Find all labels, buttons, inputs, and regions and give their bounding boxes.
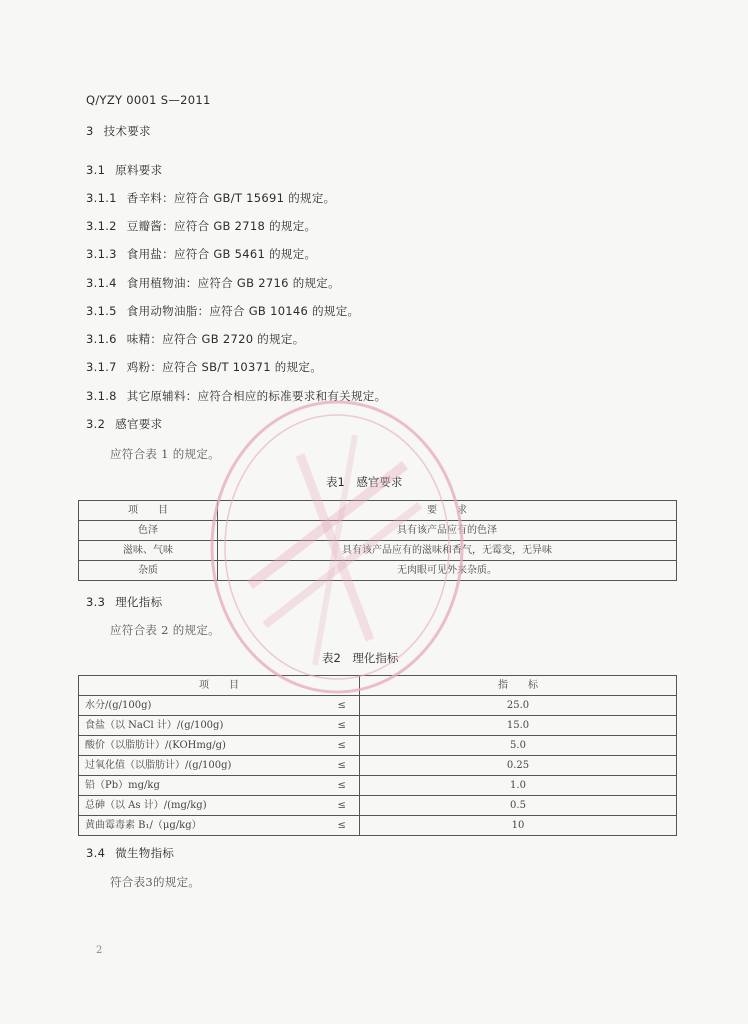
table-row xyxy=(79,756,677,776)
row-value: 1.0 xyxy=(360,776,677,796)
section-number: 3.1 xyxy=(86,163,106,177)
section-3-1-2 xyxy=(86,218,316,234)
section-title: 香辛料：应符合 GB/T 15691 的规定。 xyxy=(126,191,336,205)
row-value: 10 xyxy=(360,816,677,836)
row-item: 色泽 xyxy=(79,521,218,541)
table-row xyxy=(79,696,677,716)
section-number: 3.1.8 xyxy=(86,389,117,403)
row-item: 滋味、气味 xyxy=(79,541,218,561)
row-item: 杂质 xyxy=(79,561,218,581)
table-row xyxy=(79,716,677,736)
row-operator: ≤ xyxy=(325,696,360,716)
section-3-1-4 xyxy=(86,275,340,291)
table-header-row xyxy=(79,676,677,696)
sensory-table xyxy=(78,500,677,581)
row-value: 15.0 xyxy=(360,716,677,736)
section-number: 3.1.5 xyxy=(86,304,117,318)
physchem-intro: 应符合表 2 的规定。 xyxy=(110,623,220,637)
section-number: 3.1.6 xyxy=(86,332,117,346)
section-3-2 xyxy=(86,416,162,432)
row-operator: ≤ xyxy=(325,796,360,816)
row-item: 水分/(g/100g) xyxy=(79,696,325,716)
header-value: 指 标 xyxy=(360,676,677,696)
section-number: 3.1.2 xyxy=(86,219,117,233)
section-title: 技术要求 xyxy=(103,124,151,138)
section-title: 味精：应符合 GB 2720 的规定。 xyxy=(126,332,305,346)
table-row xyxy=(79,541,677,561)
section-title: 感官要求 xyxy=(115,417,163,431)
section-number: 3.1.1 xyxy=(86,191,117,205)
row-operator: ≤ xyxy=(325,756,360,776)
section-3-3 xyxy=(86,594,162,610)
section-title: 食用植物油：应符合 GB 2716 的规定。 xyxy=(126,276,340,290)
section-3-1-1 xyxy=(86,190,335,206)
section-number: 3 xyxy=(86,124,94,138)
table-row xyxy=(79,561,677,581)
row-value: 0.5 xyxy=(360,796,677,816)
row-item: 总砷（以 As 计）/(mg/kg) xyxy=(79,796,325,816)
table-row xyxy=(79,796,677,816)
row-requirement: 具有该产品应有的滋味和香气，无霉变，无异味 xyxy=(218,541,677,561)
sensory-intro: 应符合表 1 的规定。 xyxy=(110,447,220,461)
section-3-1 xyxy=(86,162,162,178)
row-requirement: 无肉眼可见外来杂质。 xyxy=(218,561,677,581)
section-3-1-7 xyxy=(86,359,322,375)
row-operator: ≤ xyxy=(325,716,360,736)
header-item: 项 目 xyxy=(79,501,218,521)
row-item: 酸价（以脂肪计）/(KOHmg/g) xyxy=(79,736,325,756)
section-3-1-3 xyxy=(86,246,316,262)
section-3-4 xyxy=(86,845,174,861)
section-title: 其它原辅料：应符合相应的标准要求和有关规定。 xyxy=(126,389,387,403)
section-number: 3.2 xyxy=(86,417,106,431)
row-item: 过氧化值（以脂肪计）/(g/100g) xyxy=(79,756,325,776)
row-value: 0.25 xyxy=(360,756,677,776)
section-title: 鸡粉：应符合 SB/T 10371 的规定。 xyxy=(126,360,323,374)
section-3-1-6 xyxy=(86,331,305,347)
physchem-table xyxy=(78,675,677,836)
standard-code: Q/YZY 0001 S—2011 xyxy=(86,93,211,107)
section-title: 理化指标 xyxy=(115,595,163,609)
row-item: 食盐（以 NaCl 计）/(g/100g) xyxy=(79,716,325,736)
table-1-caption: 表1 感官要求 xyxy=(326,475,403,489)
row-operator: ≤ xyxy=(325,776,360,796)
table-row xyxy=(79,776,677,796)
section-number: 3.4 xyxy=(86,846,106,860)
row-item: 黄曲霉毒素 B₁/（μg/kg） xyxy=(79,816,325,836)
micro-intro: 符合表3的规定。 xyxy=(110,875,201,889)
section-title: 豆瓣酱：应符合 GB 2718 的规定。 xyxy=(126,219,317,233)
header-item: 项 目 xyxy=(79,676,360,696)
section-title: 食用盐：应符合 GB 5461 的规定。 xyxy=(126,247,317,261)
table-2-caption: 表2 理化指标 xyxy=(322,651,399,665)
section-number: 3.1.3 xyxy=(86,247,117,261)
table-row xyxy=(79,816,677,836)
row-requirement: 具有该产品应有的色泽 xyxy=(218,521,677,541)
section-title: 微生物指标 xyxy=(115,846,175,860)
section-title: 食用动物油脂：应符合 GB 10146 的规定。 xyxy=(126,304,360,318)
table-row xyxy=(79,736,677,756)
page-number: 2 xyxy=(96,945,103,956)
section-number: 3.1.4 xyxy=(86,276,117,290)
section-number: 3.3 xyxy=(86,595,106,609)
section-number: 3.1.7 xyxy=(86,360,117,374)
table-row xyxy=(79,521,677,541)
section-3 xyxy=(86,123,151,139)
table-header-row xyxy=(79,501,677,521)
section-3-1-5 xyxy=(86,303,359,319)
header-requirement: 要 求 xyxy=(218,501,677,521)
section-title: 原料要求 xyxy=(115,163,163,177)
row-value: 5.0 xyxy=(360,736,677,756)
section-3-1-8 xyxy=(86,388,386,404)
row-value: 25.0 xyxy=(360,696,677,716)
row-operator: ≤ xyxy=(325,816,360,836)
row-operator: ≤ xyxy=(325,736,360,756)
row-item: 铅（Pb）mg/kg xyxy=(79,776,325,796)
